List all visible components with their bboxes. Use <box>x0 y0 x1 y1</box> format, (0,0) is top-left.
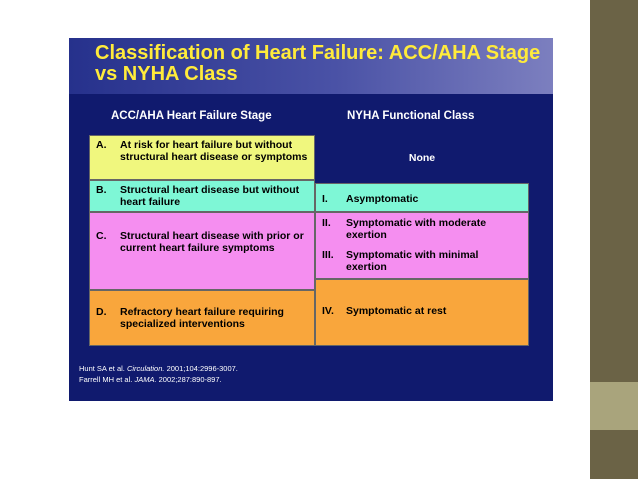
stage-text: Structural heart disease with prior or current heart failure symptoms <box>120 230 304 254</box>
nyha-class-ii-iii-cell <box>315 212 529 279</box>
reference-details: 2002;287:890-897. <box>158 375 222 384</box>
nyha-text: Symptomatic with moderate exertion <box>346 217 487 241</box>
nyha-column-header: NYHA Functional Class <box>347 110 475 122</box>
nyha-text: Symptomatic with minimal exertion <box>346 249 479 273</box>
stage-a-cell <box>89 135 315 180</box>
stage-letter: A. <box>96 139 107 151</box>
nyha-none-cell <box>315 135 529 183</box>
stage-letter: C. <box>96 230 107 242</box>
nyha-none-text: None <box>408 152 436 164</box>
nyha-numeral: III. <box>322 249 334 261</box>
stage-text: Structural heart disease but without heart failure <box>120 184 300 208</box>
slide <box>69 38 553 401</box>
stage-c-cell <box>89 212 315 290</box>
nyha-class-iv-cell <box>315 279 529 346</box>
nyha-text: Symptomatic at rest <box>346 305 447 317</box>
stage-text: Refractory heart failure requiring specialized interventions <box>120 306 284 330</box>
reference-journal: Circulation. <box>126 364 165 373</box>
nyha-numeral: I. <box>322 193 328 205</box>
reference-details: 2001;104:2996-3007. <box>166 364 238 373</box>
reference-2 <box>79 375 222 385</box>
nyha-numeral: II. <box>322 217 331 229</box>
nyha-text: Asymptomatic <box>346 193 419 205</box>
stage-b-cell <box>89 180 315 212</box>
reference-1 <box>79 364 238 374</box>
reference-authors: Farrell MH et al. <box>79 375 133 384</box>
nyha-numeral: IV. <box>322 305 334 317</box>
stage-text: At risk for heart failure but without structural heart disease or symptoms <box>120 139 308 163</box>
stage-letter: B. <box>96 184 107 196</box>
slide-title: Classification of Heart Failure: ACC/AHA Stage vs NYHA Class <box>95 42 541 85</box>
reference-journal: JAMA. <box>134 375 157 384</box>
title-band <box>69 38 553 94</box>
reference-authors: Hunt SA et al. <box>79 364 125 373</box>
stage-letter: D. <box>96 306 107 318</box>
side-decor-block <box>590 382 638 430</box>
stage-d-cell <box>89 290 315 346</box>
nyha-class-i-cell <box>315 183 529 212</box>
stage-column-header: ACC/AHA Heart Failure Stage <box>111 110 272 122</box>
